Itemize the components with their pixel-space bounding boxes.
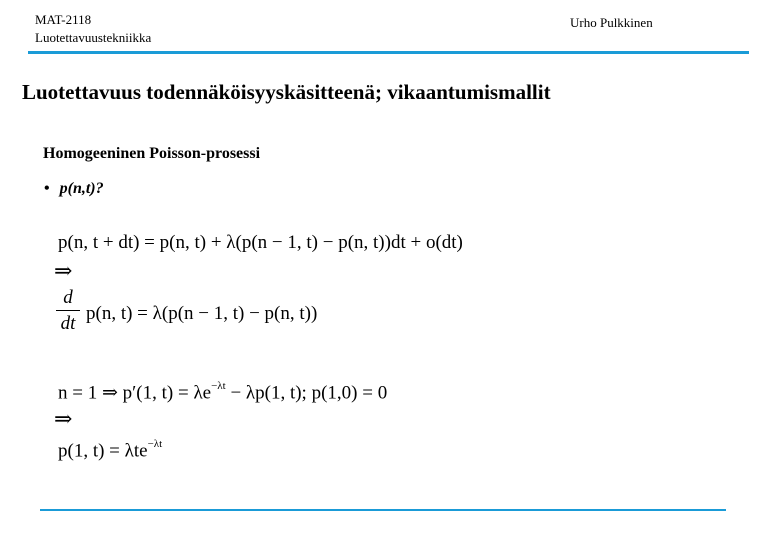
bullet-text: p(n,t)? [59, 180, 104, 197]
equation-2: p(n, t) = λ(p(n − 1, t) − p(n, t)) [86, 303, 318, 324]
derivative-numerator: d [63, 287, 73, 308]
implies-arrow-1: ⇒ [54, 258, 73, 283]
equation-3-exponent: −λt [211, 380, 226, 392]
header-course [35, 11, 151, 47]
equation-3 [58, 380, 388, 404]
slide-subtitle: Homogeeninen Poisson-prosessi [43, 145, 261, 162]
equation-3-main: n = 1 ⇒ p′(1, t) = λe [58, 382, 212, 404]
header-rule [28, 51, 749, 54]
equation-3-rest: − λp(1, t); p(1,0) = 0 [225, 382, 388, 404]
course-code: MAT-2118 [35, 12, 92, 27]
header-author: Urho Pulkkinen [570, 15, 653, 30]
bullet-item [44, 180, 104, 198]
bullet-symbol: • [44, 180, 50, 197]
fraction-bar [56, 310, 80, 311]
derivative-denominator: dt [60, 313, 76, 334]
equation-4-exponent: −λt [147, 438, 163, 450]
slide-title: Luotettavuus todennäköisyyskäsitteenä; vikaantumismallit [22, 80, 551, 104]
equation-4 [58, 438, 163, 462]
derivative-fraction [56, 288, 80, 334]
equation-4-main: p(1, t) = λte [58, 440, 148, 462]
implies-arrow-2: ⇒ [54, 406, 73, 431]
equation-1: p(n, t + dt) = p(n, t) + λ(p(n − 1, t) − p(n, t))dt + o(dt) [58, 232, 463, 253]
footer-rule [40, 509, 726, 511]
course-name: Luotettavuustekniikka [35, 30, 152, 45]
